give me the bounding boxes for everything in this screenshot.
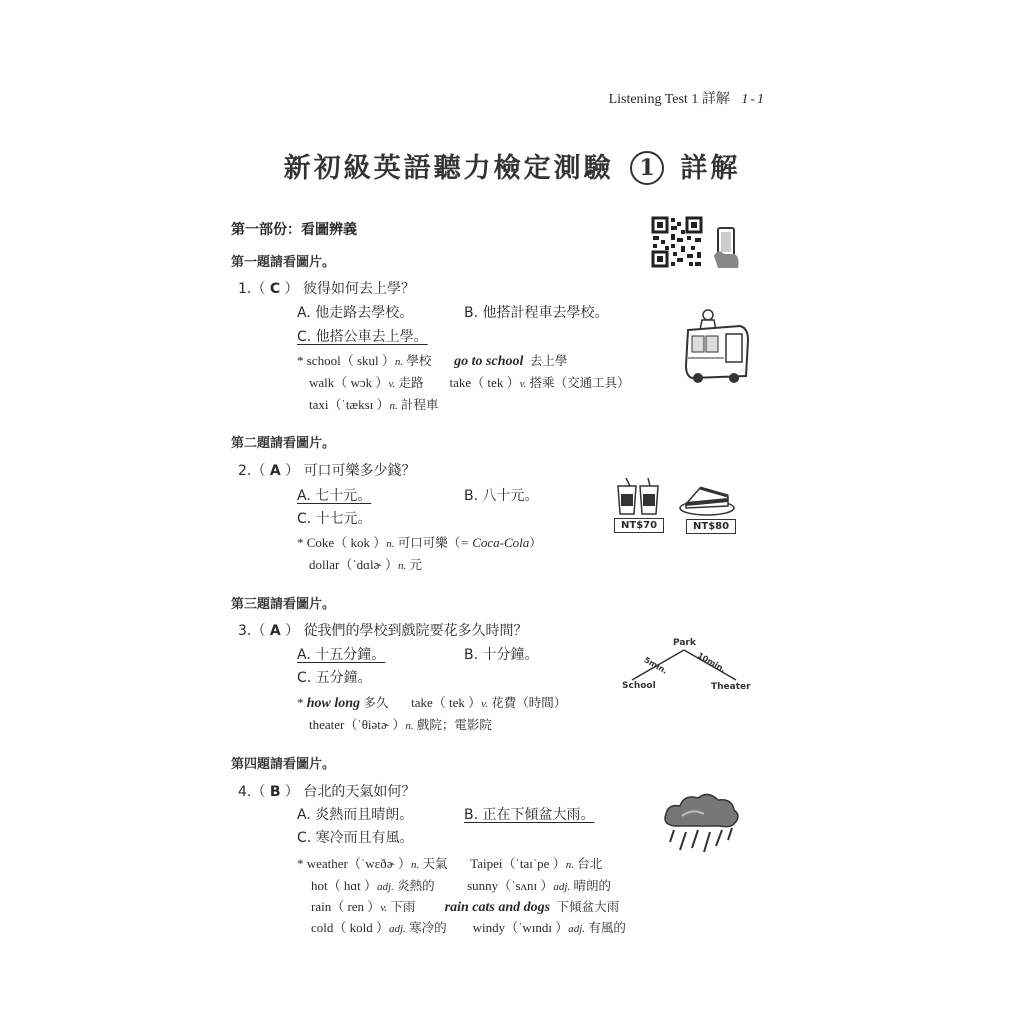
page-number: 1-1	[741, 92, 766, 107]
title-main: 新初級英語聽力檢定測驗	[283, 153, 614, 184]
q1-label: 第一題請看圖片。	[231, 255, 336, 270]
price-tag-coke: NT$70	[614, 518, 664, 533]
q4-vocab-line2: hot（ hɑt ）adj. 炎熱的 sunny（ˈsʌnɪ ）adj. 晴朗的	[311, 878, 611, 893]
q4-vocab-line1: * weather（ˈwɛðɚ ）n. 天氣 Taipei（ˈtaɪˈpe ）n. 台北	[297, 856, 603, 871]
q1-question: 彼得如何去上學？	[303, 281, 415, 297]
header-text: Listening Test 1 詳解	[608, 92, 730, 107]
q2-vocab-line1: * Coke（ kok ）n. 可口可樂（= Coca-Cola）	[297, 535, 542, 550]
q3-answer: A	[269, 623, 281, 639]
q4-option-a: A. 炎熱而且晴朗。	[297, 807, 414, 823]
q1-option-a: A. 他走路去學校。	[297, 305, 414, 321]
q4-option-b: B. 正在下傾盆大雨。	[464, 807, 595, 823]
coke-cups-illustration	[612, 478, 662, 516]
q1-number: 1.	[238, 281, 252, 297]
q2-option-c: C. 十七元。	[297, 511, 372, 527]
q1-option-c: C. 他搭公車去上學。	[297, 329, 428, 345]
cake-illustration	[678, 482, 736, 516]
qr-code-icon	[651, 216, 703, 268]
q2-label: 第二題請看圖片。	[231, 436, 336, 451]
q1-question-line: 1.（ C ） 彼得如何去上學？	[238, 281, 415, 297]
q3-option-c: C. 五分鐘。	[297, 670, 372, 686]
rain-cloud-icon	[660, 792, 742, 856]
part-heading: 第一部份：看圖辨義	[231, 222, 357, 238]
q1-option-b: B. 他搭計程車去學校。	[464, 305, 609, 321]
smartphone-icon	[712, 226, 742, 270]
map-park: Park	[673, 638, 696, 648]
title-circled-number: 1	[630, 151, 664, 185]
q4-option-c: C. 寒冷而且有風。	[297, 830, 414, 846]
q2-answer: A	[269, 463, 281, 479]
q3-question-line: 3.（ A ） 從我們的學校到戲院要花多久時間？	[238, 623, 528, 639]
map-school: School	[622, 681, 656, 691]
q4-vocab-line4: cold（ kold ）adj. 寒冷的 windy（ˈwɪndɪ ）adj. 有風的	[311, 920, 626, 935]
q2-option-a: A. 七十元。	[297, 488, 372, 504]
q2-vocab-line2: dollar（ˈdɑlɚ ）n. 元	[309, 557, 422, 572]
q4-label: 第四題請看圖片。	[231, 757, 336, 772]
q1-vocab-line1: * school（ skul ）n. 學校 go to school 去上學	[297, 353, 568, 369]
q3-option-b: B. 十分鐘。	[464, 647, 539, 663]
q1-vocab-line3: taxi（ˈtæksɪ ）n. 計程車	[309, 397, 439, 412]
title-suffix: 詳解	[680, 153, 741, 184]
q4-option-b-prefix	[464, 804, 595, 824]
bus-illustration	[684, 306, 754, 384]
running-header	[609, 88, 766, 108]
map-theater: Theater	[711, 682, 751, 692]
page-title	[0, 146, 1024, 185]
q3-option-a: A. 十五分鐘。	[297, 647, 386, 663]
q2-option-b: B. 八十元。	[464, 488, 539, 504]
map-right-time: 10min.	[695, 650, 728, 675]
q4-answer: B	[269, 784, 281, 800]
q1-vocab-line2: walk（ wɔk ）v. 走路 take（ tek ）v. 搭乘（交通工具）	[309, 375, 630, 390]
q2-question-line: 2.（ A ） 可口可樂多少錢？	[238, 463, 416, 479]
q4-question-line: 4.（ B ） 台北的天氣如何？	[238, 784, 416, 800]
q3-vocab-line1: * how long 多久 take（ tek ）v. 花費（時間）	[297, 695, 567, 711]
q3-vocab-line2: theater（ˈθiətɚ ）n. 戲院；電影院	[309, 717, 492, 732]
map-left-time: 5min.	[642, 655, 669, 676]
q1-answer: C	[269, 281, 281, 297]
q3-label: 第三題請看圖片。	[231, 597, 336, 612]
price-tag-cake: NT$80	[686, 519, 736, 534]
q4-vocab-line3: rain（ ren ）v. 下雨 rain cats and dogs 下傾盆大雨	[311, 899, 620, 915]
